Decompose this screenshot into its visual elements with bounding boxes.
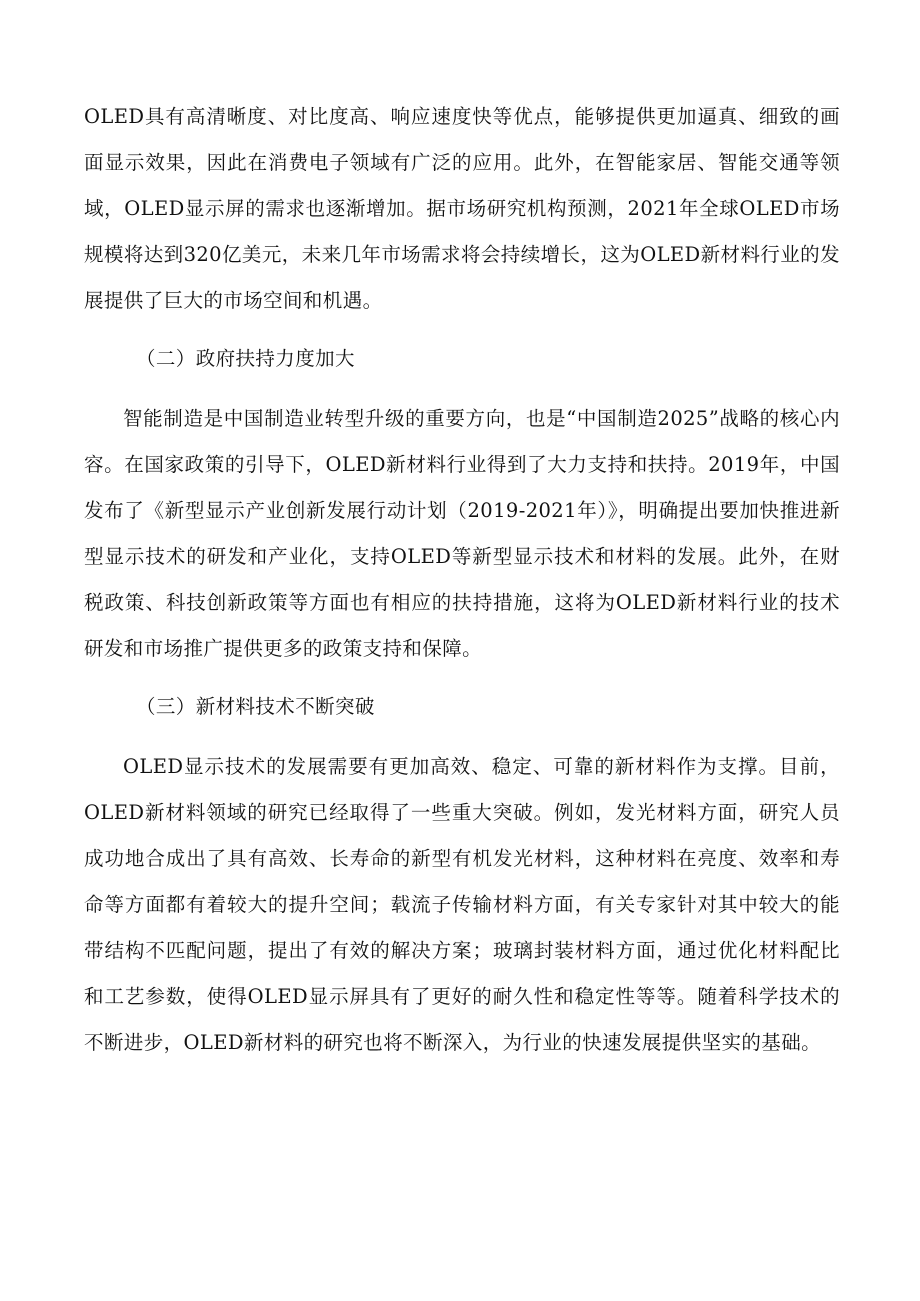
section-heading-material-breakthrough: （三）新材料技术不断突破 — [136, 695, 375, 718]
section-heading-government-support: （二）政府扶持力度加大 — [136, 347, 355, 370]
government-support-paragraph: 智能制造是中国制造业转型升级的重要方向，也是“中国制造2025”战略的核心内容。在国家政策的引导下，OLED新材料行业得到了大力支持和扶持。2019年，中国发布了《新型显示产业创新发展行动计划（2019-2021年）》，明确提出要加快推进新型显示技术的研发和产业化，支持OLED等新型显示技术和材料的发展。此外，在财税政策、科技创新政策等方面也有相应的扶持措施，这将为OLED新材料行业的技术研发和市场推广提供更多的政策支持和保障。 — [84, 407, 840, 660]
material-breakthrough-paragraph: OLED显示技术的发展需要有更加高效、稳定、可靠的新材料作为支撑。目前，OLED新材料领域的研究已经取得了一些重大突破。例如，发光材料方面，研究人员成功地合成出了具有高效、长寿命的新型有机发光材料，这种材料在亮度、效率和寿命等方面都有着较大的提升空间；载流子传输材料方面，有关专家针对其中较大的能带结构不匹配问题，提出了有效的解决方案；玻璃封装材料方面，通过优化材料配比和工艺参数，使得OLED显示屏具有了更好的耐久性和稳定性等等。随着科学技术的不断进步，OLED新材料的研究也将不断深入，为行业的快速发展提供坚实的基础。 — [84, 755, 840, 1054]
intro-paragraph: OLED具有高清晰度、对比度高、响应速度快等优点，能够提供更加逼真、细致的画面显示效果，因此在消费电子领域有广泛的应用。此外，在智能家居、智能交通等领域，OLED显示屏的需求也逐渐增加。据市场研究机构预测，2021年全球OLED市场规模将达到320亿美元，未来几年市场需求将会持续增长，这为OLED新材料行业的发展提供了巨大的市场空间和机遇。 — [84, 105, 840, 312]
document-body — [84, 94, 840, 1066]
